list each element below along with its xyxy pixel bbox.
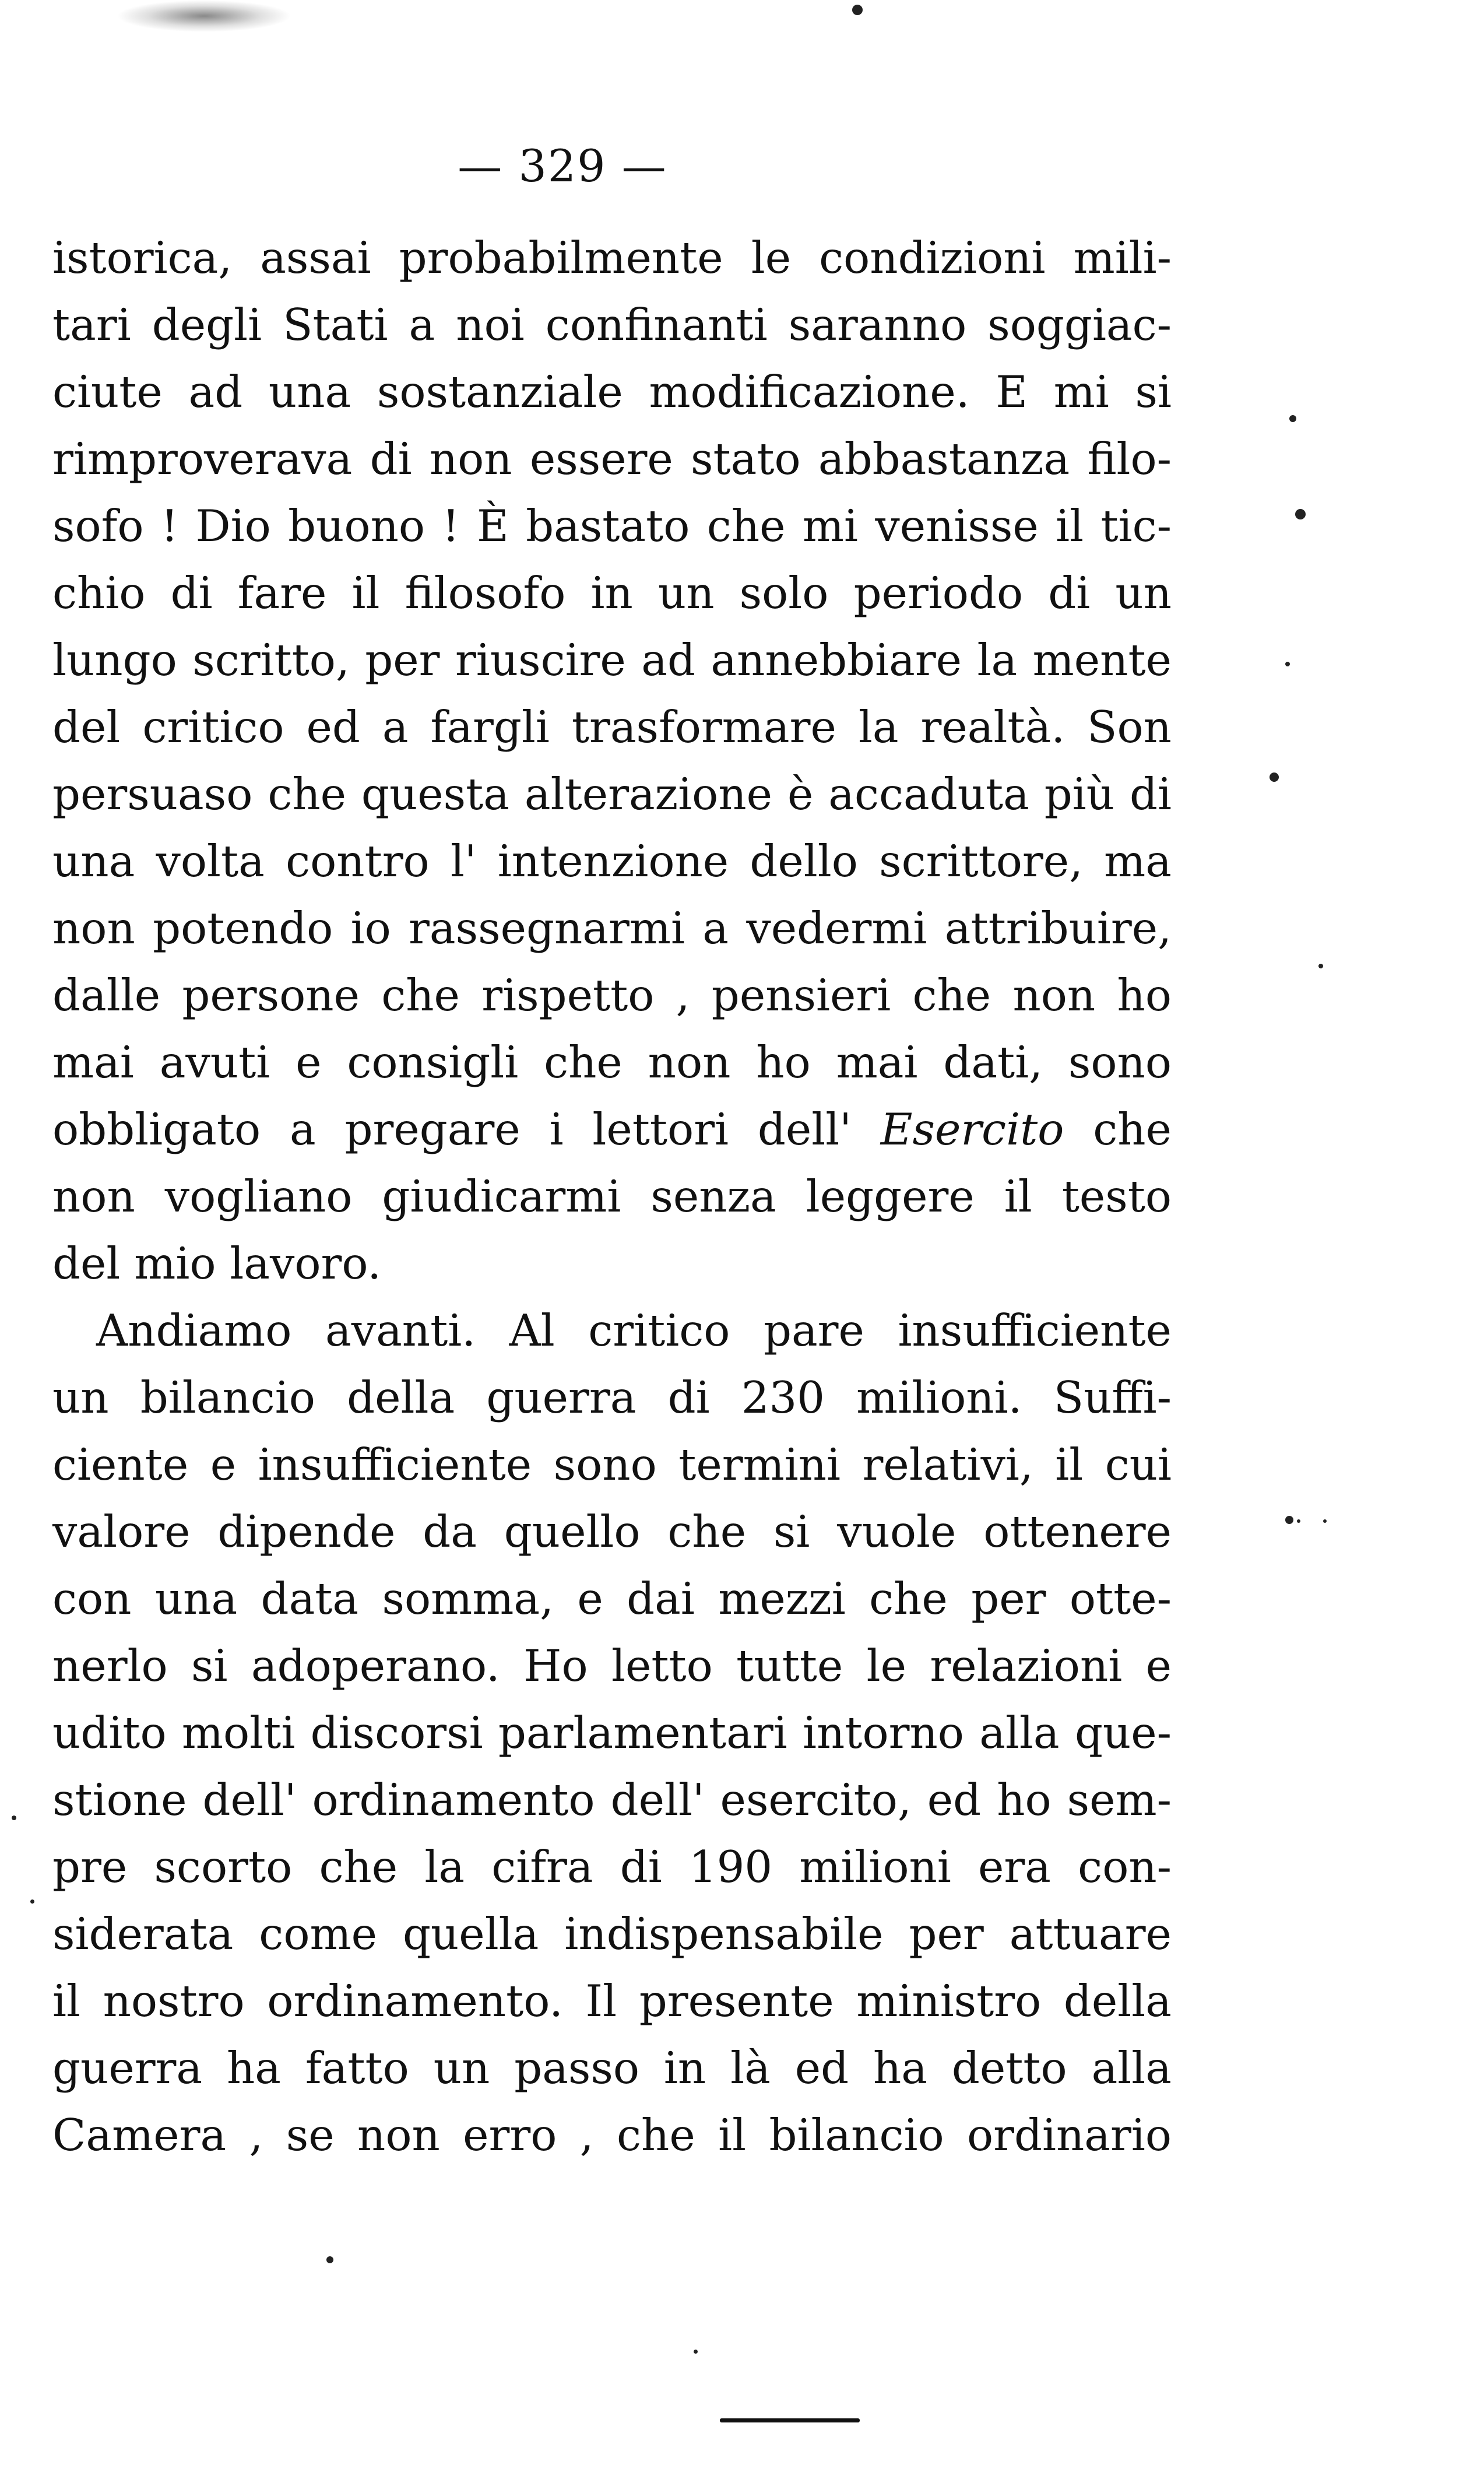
text-line: del critico ed a fargli trasformare la realtà. Son — [52, 701, 1172, 753]
scan-speck — [1295, 509, 1306, 519]
text-line: una volta contro l' intenzione dello scrittore, ma — [52, 835, 1172, 887]
text-line-with-italic — [52, 1096, 1172, 1163]
text-line: con una data somma, e dai mezzi che per otte- — [52, 1573, 1172, 1624]
scan-speck — [1285, 1516, 1293, 1524]
text-line: il nostro ordinamento. Il presente ministro della — [52, 1975, 1172, 2027]
printer-rule — [720, 2418, 860, 2422]
scan-speck — [852, 5, 863, 15]
text-line: non potendo io rassegnarmi a vedermi attribuire, — [52, 903, 1172, 954]
text-line: non vogliano giudicarmi senza leggere il testo — [52, 1171, 1172, 1222]
text-line: un bilancio della guerra di 230 milioni. Suffi- — [52, 1372, 1172, 1423]
text-line: ciente e insufficiente sono termini relativi, il cui — [52, 1439, 1172, 1490]
text-line: stione dell' ordinamento dell' esercito, ed ho sem- — [52, 1774, 1172, 1825]
page-number: — 329 — — [458, 140, 667, 192]
text-line: pre scorto che la cifra di 190 milioni era con- — [52, 1841, 1172, 1892]
text-line: nerlo si adoperano. Ho letto tutte le relazioni e — [52, 1640, 1172, 1691]
text-line: siderata come quella indispensabile per attuare — [52, 1908, 1172, 1960]
scan-speck — [694, 2350, 698, 2354]
text-line: guerra ha fatto un passo in là ed ha detto alla — [52, 2042, 1172, 2094]
text-line: tari degli Stati a noi confinanti saranno soggiac- — [52, 299, 1172, 350]
italic-title: Esercito — [880, 1104, 1064, 1155]
text-line: istorica, assai probabilmente le condizioni mili- — [52, 232, 1172, 283]
text-line: mai avuti e consigli che non ho mai dati, sono — [52, 1037, 1172, 1088]
text-line: persuaso che questa alterazione è accaduta più di — [52, 768, 1172, 820]
body-text — [52, 224, 1172, 2169]
scan-speck — [326, 2256, 333, 2263]
text-line: rimproverava di non essere stato abbastanza filo- — [52, 433, 1172, 484]
scan-speck — [1285, 662, 1290, 666]
scan-speck — [1297, 1519, 1300, 1523]
text-line: Camera , se non erro , che il bilancio ordinario — [52, 2109, 1172, 2161]
text-line: del mio lavoro. — [52, 1238, 382, 1289]
text-line: Andiamo avanti. Al critico pare insufficiente — [96, 1305, 1172, 1356]
text-line: valore dipende da quello che si vuole ottenere — [52, 1506, 1172, 1557]
scan-speck — [1289, 415, 1296, 422]
scan-speck — [1270, 773, 1279, 782]
text-segment: che — [1064, 1104, 1172, 1155]
scan-speck — [30, 1899, 34, 1904]
text-segment: obbligato a pregare i lettori dell' — [52, 1104, 881, 1155]
text-line: udito molti discorsi parlamentari intorno alla que- — [52, 1707, 1172, 1758]
ink-smudge — [117, 0, 291, 32]
text-line: dalle persone che rispetto , pensieri che non ho — [52, 970, 1172, 1021]
scan-speck — [12, 1816, 16, 1820]
scan-speck — [1318, 964, 1323, 968]
text-line: chio di fare il filosofo in un solo periodo di un — [52, 567, 1172, 619]
text-line: ciute ad una sostanziale modificazione. E mi si — [52, 366, 1172, 417]
text-line: lungo scritto, per riuscire ad annebbiare la mente — [52, 634, 1172, 686]
text-line: sofo ! Dio buono ! È bastato che mi venisse il tic- — [52, 500, 1172, 552]
scan-speck — [1323, 1519, 1327, 1523]
